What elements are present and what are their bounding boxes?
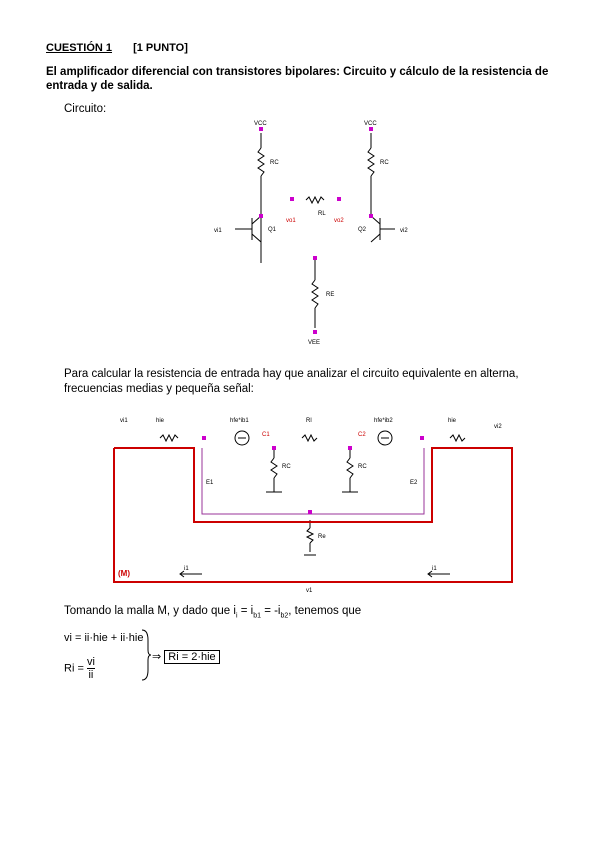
result-group [152,650,220,663]
re-label: RE [326,292,335,298]
c1-label: C1 [262,432,270,438]
vo2-label: vo2 [334,218,344,224]
differential-amplifier-schematic [200,118,440,350]
e1-label: E1 [206,480,214,486]
vcc-right-label: VCC [364,121,377,127]
current-source-2-label: hfe*ib2 [374,418,393,424]
rc-right-label: RC [380,160,389,166]
vee-label: VEE [308,340,321,346]
question-points: [1 PUNTO] [133,42,188,54]
question-subtitle: El amplificador diferencial con transistores bipolares: Circuito y cálculo de la resistencia de entrada y de salida. [46,66,549,92]
rc1-label: RC [282,464,291,470]
q1-label: Q1 [268,227,277,233]
rc2-label: RC [358,464,367,470]
curly-brace [140,628,152,682]
circuit-label: Circuito: [64,103,107,115]
q2-label: Q2 [358,227,367,233]
re-label-2: Re [318,534,326,540]
c2-label: C2 [358,432,366,438]
equation-line2: Ri = $\frac{vi}{ii}$ [64,656,95,681]
current-left-label: i1 [184,566,189,572]
vi2-label: vi2 [400,228,408,234]
vi1-label: vi1 [214,228,222,234]
rl-label: RL [318,211,326,217]
question-number: CUESTIÓN 1 [46,42,113,54]
result-box: Ri = 2·hie [164,650,219,664]
hie-left-label: hie [156,418,165,424]
analysis-paragraph: Para calcular la resistencia de entrada hay que analizar el circuito equivalente en alterna, frecuencias medias y pequeña señal: [64,368,519,395]
vo1-label: vo1 [286,218,296,224]
hie-right-label: hie [448,418,457,424]
current-source-1-label: hfe*ib1 [230,418,249,424]
vi1-source-label: vi1 [120,418,128,424]
current-right-label: i1 [432,566,437,572]
vcc-left-label: VCC [254,121,267,127]
small-signal-equivalent-schematic [102,410,522,594]
implies-symbol: ⇒ [152,651,162,663]
rc-left-label: RC [270,160,279,166]
mesh-statement: Tomando la malla M, y dado que $i_i = i_{b1} = -i_{b2}$, tenemos que [64,605,362,620]
mesh-label: (M) [118,569,130,578]
rl-label-2: Rl [306,418,312,424]
e2-label: E2 [410,480,418,486]
equation-line1: vi = ii·hie + ii·hie [64,632,144,644]
vi2-source-label: vi2 [494,424,502,430]
v1-label: v1 [306,588,313,594]
question-heading [46,42,188,54]
